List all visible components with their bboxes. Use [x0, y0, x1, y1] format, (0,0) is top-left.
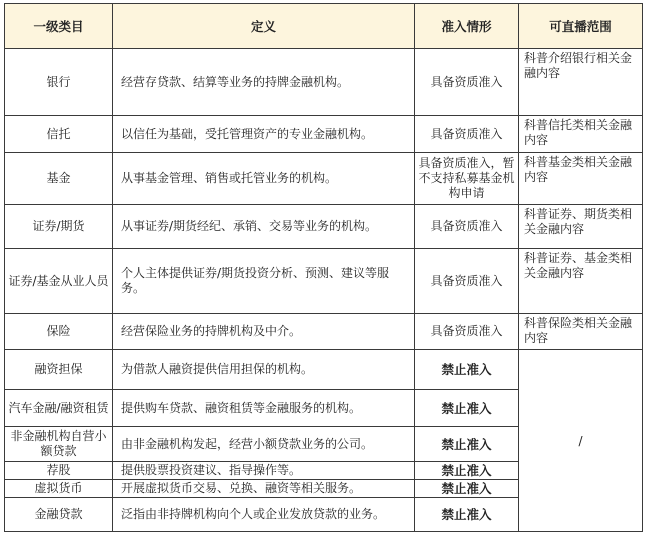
definition-cell: 开展虚拟货币交易、兑换、融资等相关服务。: [113, 480, 415, 498]
access-cell: 禁止准入: [415, 427, 519, 462]
access-cell: 具备资质准入: [415, 314, 519, 350]
definition-cell: 泛指由非持牌机构向个人或企业发放贷款的业务。: [113, 498, 415, 532]
category-cell: 荐股: [5, 462, 113, 480]
header-category: 一级类目: [5, 4, 113, 49]
scope-cell: 科普证券、基金类相关金融内容: [519, 249, 643, 314]
category-cell: 虚拟货币: [5, 480, 113, 498]
access-cell: 禁止准入: [415, 462, 519, 480]
definition-cell: 为借款人融资提供信用担保的机构。: [113, 350, 415, 390]
category-cell: 金融贷款: [5, 498, 113, 532]
table-row: [5, 350, 643, 390]
category-cell: 融资担保: [5, 350, 113, 390]
table-row: [5, 205, 643, 249]
definition-cell: 经营保险业务的持牌机构及中介。: [113, 314, 415, 350]
access-cell: 具备资质准入: [415, 205, 519, 249]
header-access: 准入情形: [415, 4, 519, 49]
scope-cell: 科普证券、期货类相关金融内容: [519, 205, 643, 249]
category-cell: 非金融机构自营小额贷款: [5, 427, 113, 462]
definition-cell: 从事证券/期货经纪、承销、交易等业务的机构。: [113, 205, 415, 249]
table-row: [5, 49, 643, 116]
category-cell: 证券/期货: [5, 205, 113, 249]
header-row: [5, 4, 643, 49]
merged-scope-cell: /: [519, 350, 643, 532]
access-cell: 禁止准入: [415, 498, 519, 532]
scope-cell: 科普介绍银行相关金融内容: [519, 49, 643, 116]
category-cell: 银行: [5, 49, 113, 116]
definition-cell: 从事基金管理、销售或托管业务的机构。: [113, 153, 415, 205]
category-cell: 汽车金融/融资租赁: [5, 390, 113, 427]
access-cell: 具备资质准入: [415, 116, 519, 153]
table-row: [5, 314, 643, 350]
table-row: [5, 153, 643, 205]
definition-cell: 以信任为基础，受托管理资产的专业金融机构。: [113, 116, 415, 153]
table-row: [5, 116, 643, 153]
access-cell: 具备资质准入，暂不支持私募基金机构申请: [415, 153, 519, 205]
category-cell: 基金: [5, 153, 113, 205]
definition-cell: 由非金融机构发起，经营小额贷款业务的公司。: [113, 427, 415, 462]
access-cell: 禁止准入: [415, 390, 519, 427]
category-cell: 保险: [5, 314, 113, 350]
finance-category-table: [4, 3, 643, 532]
access-cell: 具备资质准入: [415, 49, 519, 116]
category-cell: 信托: [5, 116, 113, 153]
access-cell: 禁止准入: [415, 350, 519, 390]
definition-cell: 提供购车贷款、融资租赁等金融服务的机构。: [113, 390, 415, 427]
header-definition: 定义: [113, 4, 415, 49]
category-cell: 证券/基金从业人员: [5, 249, 113, 314]
table-row: [5, 249, 643, 314]
definition-cell: 提供股票投资建议、指导操作等。: [113, 462, 415, 480]
scope-cell: 科普信托类相关金融内容: [519, 116, 643, 153]
access-cell: 具备资质准入: [415, 249, 519, 314]
scope-cell: 科普基金类相关金融内容: [519, 153, 643, 205]
scope-cell: 科普保险类相关金融内容: [519, 314, 643, 350]
definition-cell: 个人主体提供证券/期货投资分析、预测、建议等服务。: [113, 249, 415, 314]
definition-cell: 经营存贷款、结算等业务的持牌金融机构。: [113, 49, 415, 116]
access-cell: 禁止准入: [415, 480, 519, 498]
header-scope: 可直播范围: [519, 4, 643, 49]
